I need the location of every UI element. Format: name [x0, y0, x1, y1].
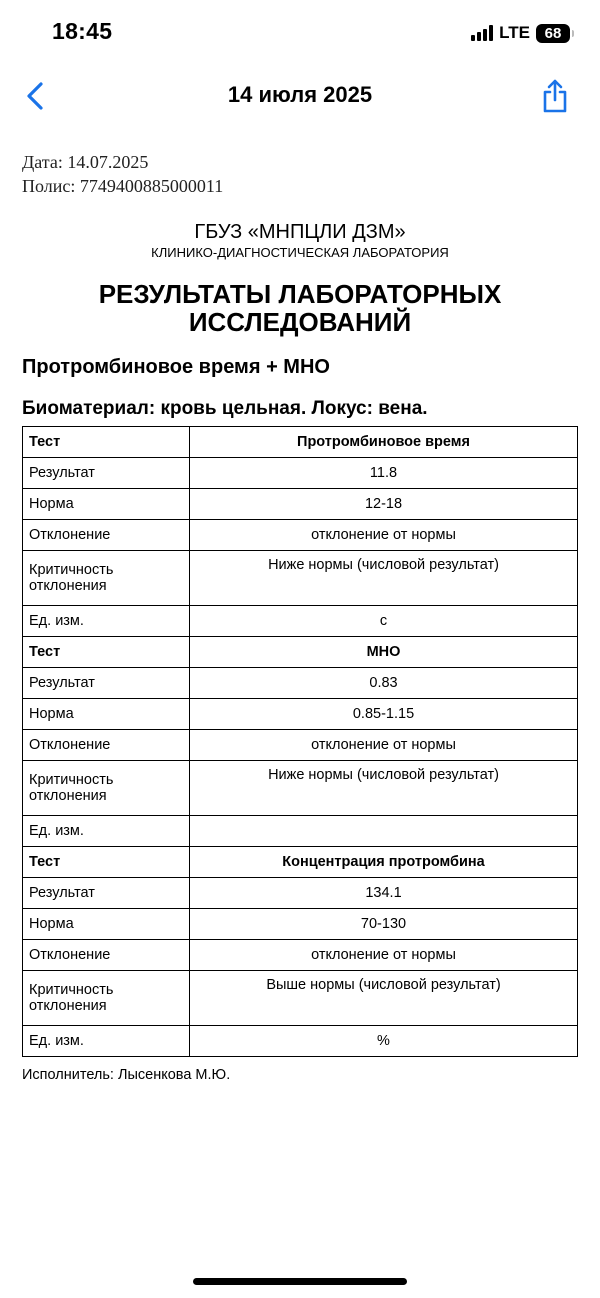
table-row-criticality	[23, 971, 578, 1026]
label-test: Тест	[23, 427, 190, 458]
organization-name: ГБУЗ «МНПЦЛИ ДЗМ»	[194, 221, 406, 243]
label-unit: Ед. изм.	[23, 1026, 190, 1057]
table-row-unit	[23, 1026, 578, 1057]
table-row-deviation	[23, 940, 578, 971]
status-indicators	[471, 22, 570, 44]
criticality-value: Ниже нормы (числовой результат)	[190, 761, 578, 816]
label-test: Тест	[23, 637, 190, 668]
battery-icon	[536, 24, 570, 43]
network-type: LTE	[499, 23, 530, 42]
battery-tip	[572, 30, 574, 37]
label-deviation: Отклонение	[23, 940, 190, 971]
status-time: 18:45	[52, 18, 113, 44]
label-unit: Ед. изм.	[23, 816, 190, 847]
label-norm: Норма	[23, 489, 190, 520]
share-button[interactable]	[540, 78, 570, 114]
table-row-deviation	[23, 730, 578, 761]
nav-bar	[0, 70, 600, 122]
table-row-test	[23, 637, 578, 668]
test-name: Протромбиновое время	[190, 427, 578, 458]
home-indicator[interactable]	[193, 1278, 407, 1285]
battery-level: 68	[544, 24, 562, 42]
table-row-result	[23, 458, 578, 489]
biomaterial-line: Биоматериал: кровь цельная. Локус: вена.	[22, 398, 428, 419]
table-row-criticality	[23, 551, 578, 606]
criticality-value: Ниже нормы (числовой результат)	[190, 551, 578, 606]
status-bar	[0, 0, 600, 66]
section-title: Протромбиновое время + МНО	[22, 356, 330, 378]
label-criticality: Критичность отклонения	[23, 551, 190, 606]
label-result: Результат	[23, 878, 190, 909]
table-row-result	[23, 878, 578, 909]
label-deviation: Отклонение	[23, 730, 190, 761]
label-unit: Ед. изм.	[23, 606, 190, 637]
norm-value: 0.85-1.15	[190, 699, 578, 730]
unit-value	[190, 816, 578, 847]
share-icon	[540, 78, 570, 114]
label-result: Результат	[23, 668, 190, 699]
label-criticality: Критичность отклонения	[23, 761, 190, 816]
label-deviation: Отклонение	[23, 520, 190, 551]
results-table	[22, 426, 578, 1057]
result-value: 11.8	[190, 458, 578, 489]
result-value: 134.1	[190, 878, 578, 909]
test-name: Концентрация протромбина	[190, 847, 578, 878]
deviation-value: отклонение от нормы	[190, 730, 578, 761]
criticality-value: Выше нормы (числовой результат)	[190, 971, 578, 1026]
label-norm: Норма	[23, 699, 190, 730]
table-row-unit	[23, 606, 578, 637]
label-criticality: Критичность отклонения	[23, 971, 190, 1026]
deviation-value: отклонение от нормы	[190, 940, 578, 971]
test-name: МНО	[190, 637, 578, 668]
signal-icon	[471, 25, 493, 41]
lab-report-document	[22, 150, 578, 1083]
table-row-criticality	[23, 761, 578, 816]
report-title-line2: ИССЛЕДОВАНИЙ	[188, 307, 412, 337]
norm-value: 12-18	[190, 489, 578, 520]
report-date: Дата: 14.07.2025	[22, 152, 149, 172]
deviation-value: отклонение от нормы	[190, 520, 578, 551]
unit-value: с	[190, 606, 578, 637]
nav-title: 14 июля 2025	[227, 82, 373, 107]
table-row-norm	[23, 489, 578, 520]
norm-value: 70-130	[190, 909, 578, 940]
report-title	[22, 280, 578, 336]
label-norm: Норма	[23, 909, 190, 940]
organization-subtitle: КЛИНИКО-ДИАГНОСТИЧЕСКАЯ ЛАБОРАТОРИЯ	[151, 245, 449, 260]
table-row-unit	[23, 816, 578, 847]
report-policy: Полис: 7749400885000011	[22, 176, 224, 196]
table-row-result	[23, 668, 578, 699]
label-test: Тест	[23, 847, 190, 878]
table-row-test	[23, 427, 578, 458]
label-result: Результат	[23, 458, 190, 489]
table-row-norm	[23, 909, 578, 940]
result-value: 0.83	[190, 668, 578, 699]
table-row-test	[23, 847, 578, 878]
report-title-line1: РЕЗУЛЬТАТЫ ЛАБОРАТОРНЫХ	[98, 279, 502, 309]
table-row-norm	[23, 699, 578, 730]
executor-line: Исполнитель: Лысенкова М.Ю.	[22, 1067, 231, 1083]
table-row-deviation	[23, 520, 578, 551]
unit-value: %	[190, 1026, 578, 1057]
